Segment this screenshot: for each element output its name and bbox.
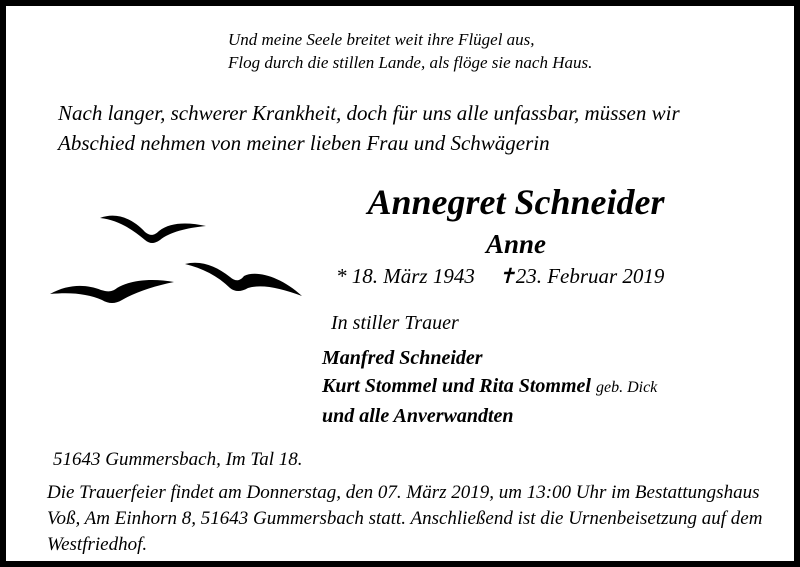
intro-line-2: Abschied nehmen von meiner lieben Frau und Schwägerin	[58, 131, 550, 155]
mourning-heading: In stiller Trauer	[331, 312, 459, 334]
deceased-nickname: Anne	[485, 229, 547, 259]
intro-text	[58, 98, 680, 158]
mourner-2: Kurt Stommel und Rita Stommel	[322, 375, 591, 397]
intro-line-1: Nach langer, schwerer Krankheit, doch für uns alle unfassbar, müssen wir	[58, 101, 680, 125]
poem	[228, 28, 592, 74]
birth-date: * 18. März 1943	[336, 264, 475, 288]
mourners-list	[322, 344, 657, 430]
poem-line-2: Flog durch die stillen Lande, als flöge sie nach Haus.	[228, 53, 593, 72]
life-dates	[336, 262, 664, 290]
mourner-2-row	[322, 372, 657, 402]
address: 51643 Gummersbach, Im Tal 18.	[53, 449, 303, 470]
bird-icon	[50, 280, 174, 303]
deceased-name: Annegret Schneider	[367, 182, 665, 222]
mourner-3: und alle Anverwandten	[322, 405, 514, 427]
poem-line-1: Und meine Seele breitet weit ihre Flügel aus,	[228, 30, 535, 49]
funeral-info: Die Trauerfeier findet am Donnerstag, den 07. März 2019, um 13:00 Uhr im Bestattungshaus Voß, Am Einhorn 8, 51643 Gummersbach statt. Anschließend ist die Urnenbeisetzung auf dem Westfriedhof.	[47, 482, 763, 555]
bird-icon	[185, 263, 302, 296]
mourner-2-maiden-name: geb. Dick	[595, 379, 658, 396]
mourner-1: Manfred Schneider	[322, 347, 483, 369]
death-date: ✝23. Februar 2019	[498, 264, 665, 288]
